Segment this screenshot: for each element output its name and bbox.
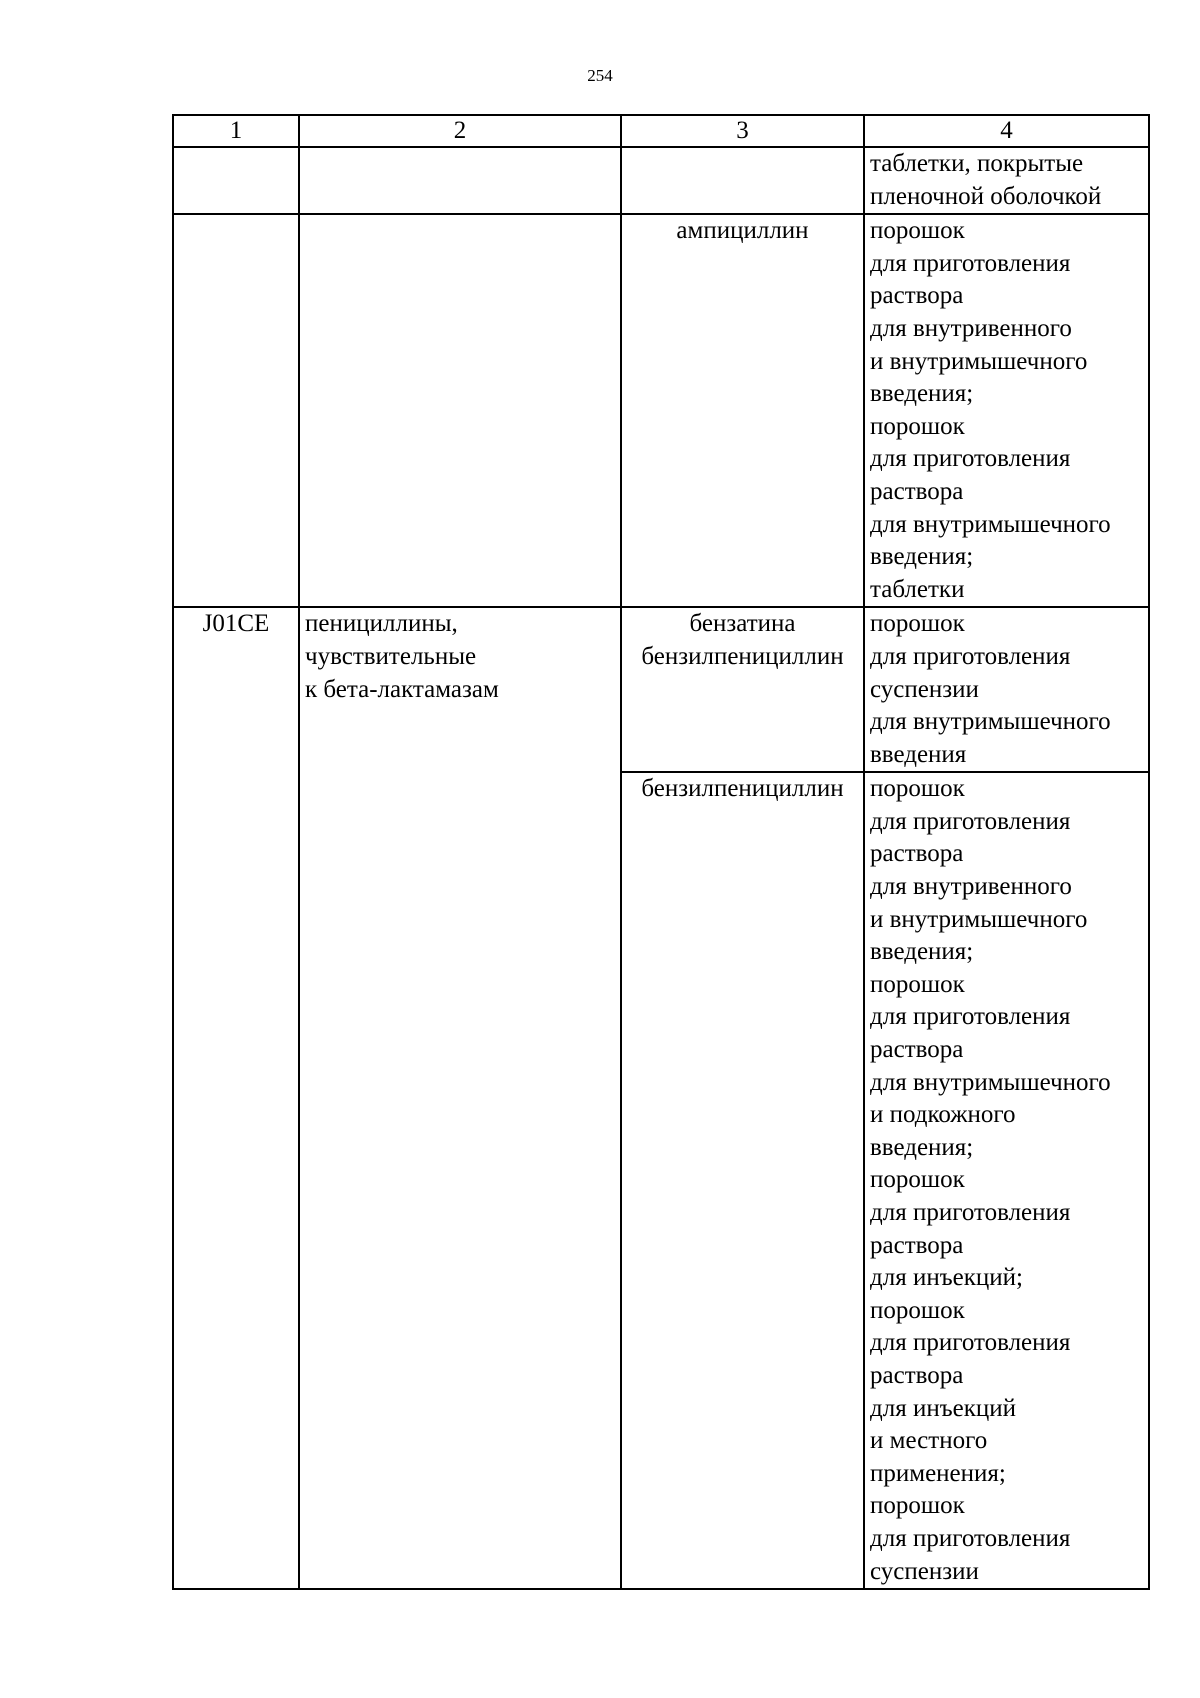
cell-line: для приготовления <box>870 1003 1071 1031</box>
cell-line: пленочной оболочкой <box>870 182 1102 210</box>
cell-line: порошок <box>870 1492 965 1520</box>
cell-line: суспензии <box>870 675 979 703</box>
cell-line: раствора <box>870 477 964 505</box>
drug-name-cell <box>621 607 864 772</box>
group-cell <box>299 214 621 607</box>
cell-line: введения; <box>870 1133 974 1161</box>
dosage-form-cell <box>864 147 1149 214</box>
cell-line: порошок <box>870 412 965 440</box>
table-row <box>173 147 1149 214</box>
cell-line: раствора <box>870 1231 964 1259</box>
cell-line: для внутримышечного <box>870 510 1111 538</box>
cell-line: порошок <box>870 610 965 638</box>
cell-line: раствора <box>870 840 964 868</box>
atc-code-cell <box>173 214 299 607</box>
drug-name-cell <box>621 772 864 1589</box>
cell-line: для приготовления <box>870 445 1071 473</box>
cell-line: порошок <box>870 970 965 998</box>
table-header-row <box>173 115 1149 147</box>
cell-line: бензатина <box>689 610 796 638</box>
group-cell <box>299 607 621 1589</box>
cell-line: для внутримышечного <box>870 708 1111 736</box>
cell-line: применения; <box>870 1459 1006 1487</box>
dosage-form-cell <box>864 214 1149 607</box>
cell-line: бензилпенициллин <box>641 775 844 803</box>
cell-line: для приготовления <box>870 642 1071 670</box>
cell-line: для приготовления <box>870 1329 1071 1357</box>
table-row <box>173 607 1149 772</box>
page-number: 254 <box>587 66 613 85</box>
cell-line: для инъекций; <box>870 1264 1023 1292</box>
atc-code-cell: J01CE <box>173 607 299 1589</box>
cell-line: к бета-лактамазам <box>305 675 499 703</box>
cell-line: для внутривенного <box>870 314 1072 342</box>
cell-line: чувствительные <box>305 642 477 670</box>
cell-line: введения; <box>870 938 974 966</box>
column-header-1: 1 <box>173 115 299 147</box>
cell-line: бензилпенициллин <box>641 642 844 670</box>
cell-line: порошок <box>870 217 965 245</box>
cell-line: для приготовления <box>870 1524 1071 1552</box>
table-row <box>173 214 1149 607</box>
column-header-2: 2 <box>299 115 621 147</box>
cell-line: и местного <box>870 1427 988 1455</box>
cell-line: таблетки, покрытые <box>870 150 1084 177</box>
cell-line: и внутримышечного <box>870 905 1088 933</box>
drug-name-cell <box>621 214 864 607</box>
cell-line: введения; <box>870 380 974 408</box>
drug-name-cell <box>621 147 864 214</box>
cell-line: раствора <box>870 1361 964 1389</box>
cell-line: для внутривенного <box>870 873 1072 901</box>
dosage-form-cell <box>864 607 1149 772</box>
cell-line: для внутримышечного <box>870 1068 1111 1096</box>
cell-line: порошок <box>870 775 965 803</box>
cell-line: таблетки <box>870 575 965 603</box>
cell-line: для инъекций <box>870 1394 1017 1422</box>
atc-code-cell <box>173 147 299 214</box>
cell-line: суспензии <box>870 1557 979 1585</box>
cell-line: пенициллины, <box>305 610 458 638</box>
cell-line: для приготовления <box>870 249 1071 277</box>
group-cell <box>299 147 621 214</box>
cell-line: и внутримышечного <box>870 347 1088 375</box>
dosage-form-cell <box>864 772 1149 1589</box>
cell-line: для приготовления <box>870 1199 1071 1226</box>
cell-line: для приготовления <box>870 807 1071 835</box>
cell-line: ампициллин <box>676 217 809 245</box>
cell-line: введения; <box>870 543 974 571</box>
column-header-4: 4 <box>864 115 1149 147</box>
column-header-3: 3 <box>621 115 864 147</box>
cell-line: введения <box>870 740 967 768</box>
cell-line: порошок <box>870 1166 965 1194</box>
cell-line: порошок <box>870 1296 965 1324</box>
cell-line: и подкожного <box>870 1101 1016 1129</box>
drug-table <box>172 114 1150 1590</box>
cell-line: раствора <box>870 282 964 310</box>
cell-line: раствора <box>870 1036 964 1064</box>
